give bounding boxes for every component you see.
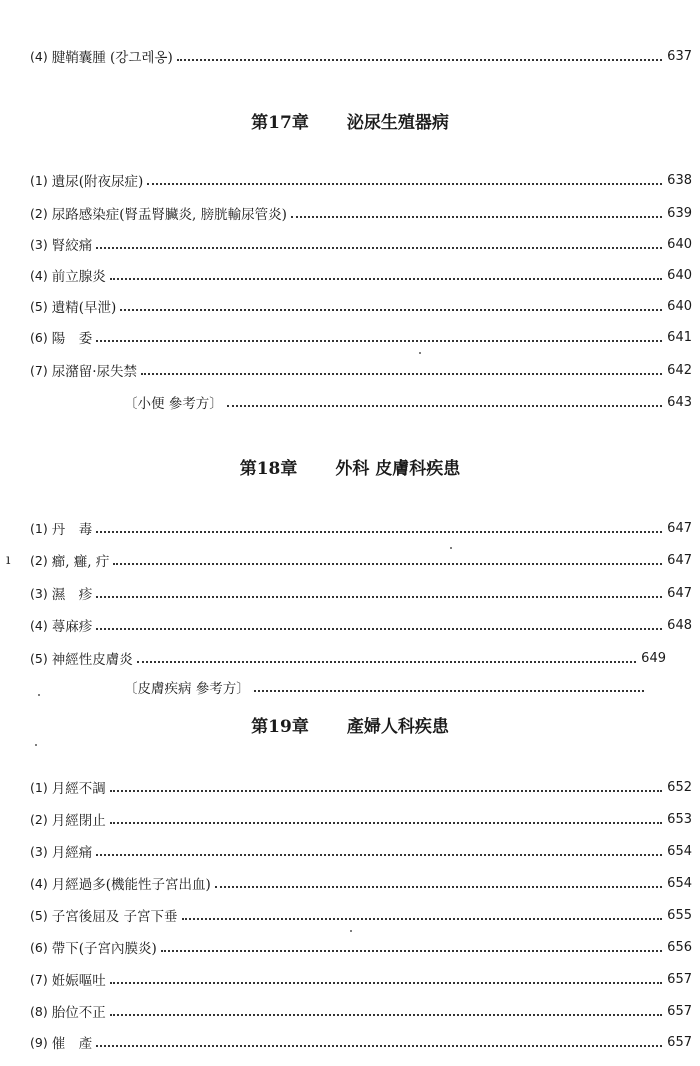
entry-page: 649: [641, 650, 666, 666]
entry-title: 胎位不正: [51, 1005, 106, 1021]
dot-leader: [120, 308, 662, 311]
entry-number: (3): [30, 585, 48, 601]
entry-number: (2): [30, 811, 48, 827]
entry-title: 子宮後屈及 子宮下垂: [51, 909, 178, 925]
entry-number: (7): [30, 971, 48, 987]
dot-leader: [96, 530, 662, 533]
entry-page: 652: [667, 779, 692, 795]
dot-leader: [110, 789, 662, 792]
entry-number: (6): [30, 939, 48, 955]
dot-leader: [96, 1044, 662, 1047]
entry-page: 637: [667, 48, 692, 64]
entry-title: 蕁麻疹: [51, 619, 93, 635]
dot-leader: [110, 981, 662, 984]
toc-entry: [30, 295, 692, 317]
toc-entry: [30, 968, 692, 990]
entry-title: 遺尿(附夜尿症): [51, 174, 144, 190]
toc-entry: [30, 776, 692, 798]
entry-number: (4): [30, 267, 48, 283]
dot-leader: [161, 949, 662, 952]
chapter-heading: [0, 452, 700, 480]
entry-title: 腱鞘囊腫 (강그레옹): [51, 50, 173, 66]
entry-page: 654: [667, 875, 692, 891]
entry-page: 655: [667, 907, 692, 923]
entry-page: 641: [667, 329, 692, 345]
entry-page: 657: [667, 1003, 692, 1019]
dot-leader: [96, 853, 662, 856]
entry-page: 640: [667, 298, 692, 314]
toc-entry: [30, 202, 692, 224]
scan-speck: [35, 744, 37, 746]
entry-title: 〔小便 參考方〕: [124, 396, 223, 412]
dot-leader: [113, 562, 662, 565]
entry-page: 653: [667, 811, 692, 827]
entry-title: 尿潴留·尿失禁: [51, 364, 138, 380]
toc-entry: [30, 549, 692, 571]
toc-entry: [30, 904, 692, 926]
toc-entry: [30, 936, 692, 958]
dot-leader: [110, 821, 662, 824]
entry-number: (3): [30, 236, 48, 252]
entry-page: 643: [667, 394, 692, 410]
scan-speck: [350, 930, 352, 932]
entry-page: 647: [667, 552, 692, 568]
toc-entry: [30, 45, 692, 67]
entry-number: (1): [30, 779, 48, 795]
entry-title: 〔皮膚疾病 參考方〕: [124, 681, 250, 697]
chapter-title: 泌尿生殖器病: [346, 112, 449, 133]
dot-leader: [96, 339, 662, 342]
entry-number: (4): [30, 48, 48, 64]
dot-leader: [291, 215, 662, 218]
entry-number: (1): [30, 172, 48, 188]
entry-number: (5): [30, 298, 48, 314]
chapter-number: 第19章: [251, 716, 309, 737]
entry-title: 姙娠嘔吐: [51, 973, 106, 989]
toc-entry: [30, 1031, 692, 1053]
dot-leader: [177, 58, 662, 61]
dot-leader: [137, 660, 636, 663]
toc-entry-reference: [124, 391, 692, 413]
entry-title: 月經閉止: [51, 813, 106, 829]
toc-entry: [30, 1000, 692, 1022]
margin-mark: ı: [6, 552, 11, 568]
entry-title: 月經不調: [51, 781, 106, 797]
entry-number: (4): [30, 875, 48, 891]
entry-title: 月經過多(機能性子宮出血): [51, 877, 211, 893]
toc-entry: [30, 264, 692, 286]
entry-page: 656: [667, 939, 692, 955]
toc-entry: [30, 326, 692, 348]
dot-leader: [147, 182, 662, 185]
toc-entry: [30, 808, 692, 830]
entry-number: (5): [30, 907, 48, 923]
entry-page: 648: [667, 617, 692, 633]
toc-entry: [30, 517, 692, 539]
scan-speck: [419, 352, 421, 354]
entry-number: (4): [30, 617, 48, 633]
scan-speck: [450, 547, 452, 549]
dot-leader: [182, 917, 662, 920]
entry-number: (8): [30, 1003, 48, 1019]
entry-title: 遺精(早泄): [51, 300, 117, 316]
entry-title: 尿路感染症(腎盂腎臟炎, 膀胱輸尿管炎): [51, 207, 287, 223]
chapter-number: 第17章: [251, 112, 309, 133]
chapter-title: 產婦人科疾患: [346, 716, 449, 737]
entry-page: 657: [667, 1034, 692, 1050]
entry-page: 640: [667, 236, 692, 252]
entry-title: 催 產: [51, 1036, 93, 1052]
entry-page: 640: [667, 267, 692, 283]
toc-entry: [30, 647, 666, 669]
entry-title: 月經痛: [51, 845, 93, 861]
chapter-number: 第18章: [239, 458, 298, 479]
entry-page: 638: [667, 172, 692, 188]
entry-page: 654: [667, 843, 692, 859]
dot-leader: [227, 404, 662, 407]
dot-leader: [96, 595, 662, 598]
toc-entry: [30, 614, 692, 636]
toc-entry-reference: [124, 676, 648, 698]
entry-title: 神經性皮膚炎: [51, 652, 133, 668]
chapter-heading: [0, 710, 700, 738]
toc-entry: [30, 169, 692, 191]
toc-entry: [30, 233, 692, 255]
entry-title: 陽 委: [51, 331, 93, 347]
entry-number: (9): [30, 1034, 48, 1050]
entry-number: (1): [30, 520, 48, 536]
entry-title: 癤, 癰, 疔: [51, 554, 110, 570]
dot-leader: [141, 372, 662, 375]
entry-number: (6): [30, 329, 48, 345]
dot-leader: [110, 1013, 662, 1016]
dot-leader: [110, 277, 662, 280]
dot-leader: [96, 627, 662, 630]
entry-page: 657: [667, 971, 692, 987]
entry-title: 濕 疹: [51, 587, 93, 603]
dot-leader: [96, 246, 662, 249]
toc-entry: [30, 840, 692, 862]
entry-number: (3): [30, 843, 48, 859]
entry-page: 647: [667, 585, 692, 601]
entry-title: 帶下(子宮內膜炎): [51, 941, 157, 957]
entry-title: 丹 毒: [51, 522, 93, 538]
toc-entry: [30, 359, 692, 381]
dot-leader: [215, 885, 662, 888]
entry-title: 前立腺炎: [51, 269, 106, 285]
entry-number: (2): [30, 552, 48, 568]
chapter-heading: [0, 106, 700, 134]
entry-page: 647: [667, 520, 692, 536]
dot-leader: [254, 689, 644, 692]
scan-speck: [38, 694, 40, 696]
toc-entry: [30, 582, 692, 604]
entry-number: (2): [30, 205, 48, 221]
entry-number: (7): [30, 362, 48, 378]
toc-entry: [30, 872, 692, 894]
entry-title: 腎絞痛: [51, 238, 93, 254]
chapter-title: 外科 皮膚科疾患: [335, 458, 461, 479]
entry-page: 639: [667, 205, 692, 221]
entry-number: (5): [30, 650, 48, 666]
entry-page: 642: [667, 362, 692, 378]
